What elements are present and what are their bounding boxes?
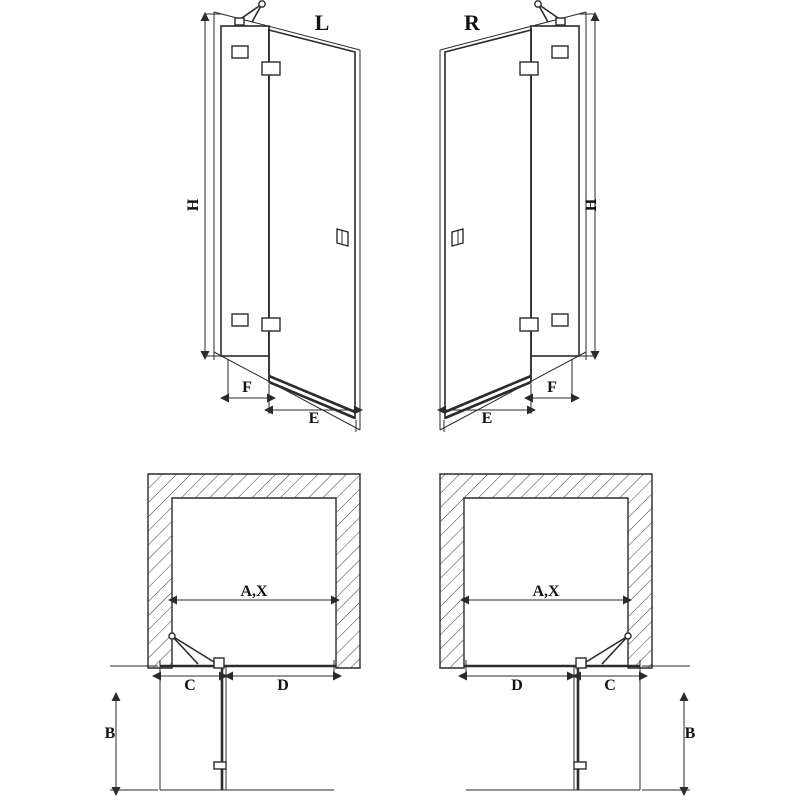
hinge-icon: [262, 318, 280, 331]
right-plan-pivot-block: [576, 658, 586, 668]
dimension-label-e-left: E: [308, 410, 320, 427]
dimension-label-ax-right: A,X: [532, 583, 560, 600]
right-stabilizer-wall-bracket: [556, 18, 565, 25]
dimension-label-b-left: B: [104, 725, 116, 742]
left-stabilizer-wall-bracket: [235, 18, 244, 25]
variant-label-left: L: [314, 10, 330, 35]
hinge-icon: [520, 318, 538, 331]
dimension-label-b-right: B: [684, 725, 696, 742]
dimension-label-h-left: H: [185, 198, 202, 212]
right-door-glass: [445, 30, 531, 418]
hinge-icon: [552, 46, 568, 58]
hinge-icon: [232, 46, 248, 58]
hinge-icon: [520, 62, 538, 75]
dimension-label-f-left: F: [242, 379, 252, 396]
dimension-label-h-right: H: [583, 198, 600, 212]
variant-label-right: R: [464, 10, 480, 35]
handle-icon: [214, 762, 226, 769]
wall-hatch-icon: [148, 474, 360, 668]
hinge-icon: [552, 314, 568, 326]
dimension-label-e-right: E: [481, 410, 493, 427]
elevation-left-group: [205, 1, 360, 432]
handle-icon: [574, 762, 586, 769]
dimension-label-f-right: F: [547, 379, 557, 396]
hinge-icon: [169, 633, 175, 639]
dimension-label-c-left: C: [184, 677, 196, 694]
hinge-icon: [232, 314, 248, 326]
dimension-label-ax-left: A,X: [240, 583, 268, 600]
hinge-icon: [262, 62, 280, 75]
plan-left-group: [110, 474, 360, 790]
dimension-label-d-left: D: [277, 677, 289, 694]
dimension-label-d-right: D: [511, 677, 523, 694]
wall-hatch-icon: [440, 474, 652, 668]
left-door-glass: [269, 30, 355, 418]
dimension-label-c-right: C: [604, 677, 616, 694]
left-plan-pivot-block: [214, 658, 224, 668]
plan-right-group: [440, 474, 690, 790]
left-stabilizer-joint: [259, 1, 265, 7]
elevation-right-group: [440, 1, 595, 432]
hinge-icon: [625, 633, 631, 639]
right-stabilizer-joint: [535, 1, 541, 7]
